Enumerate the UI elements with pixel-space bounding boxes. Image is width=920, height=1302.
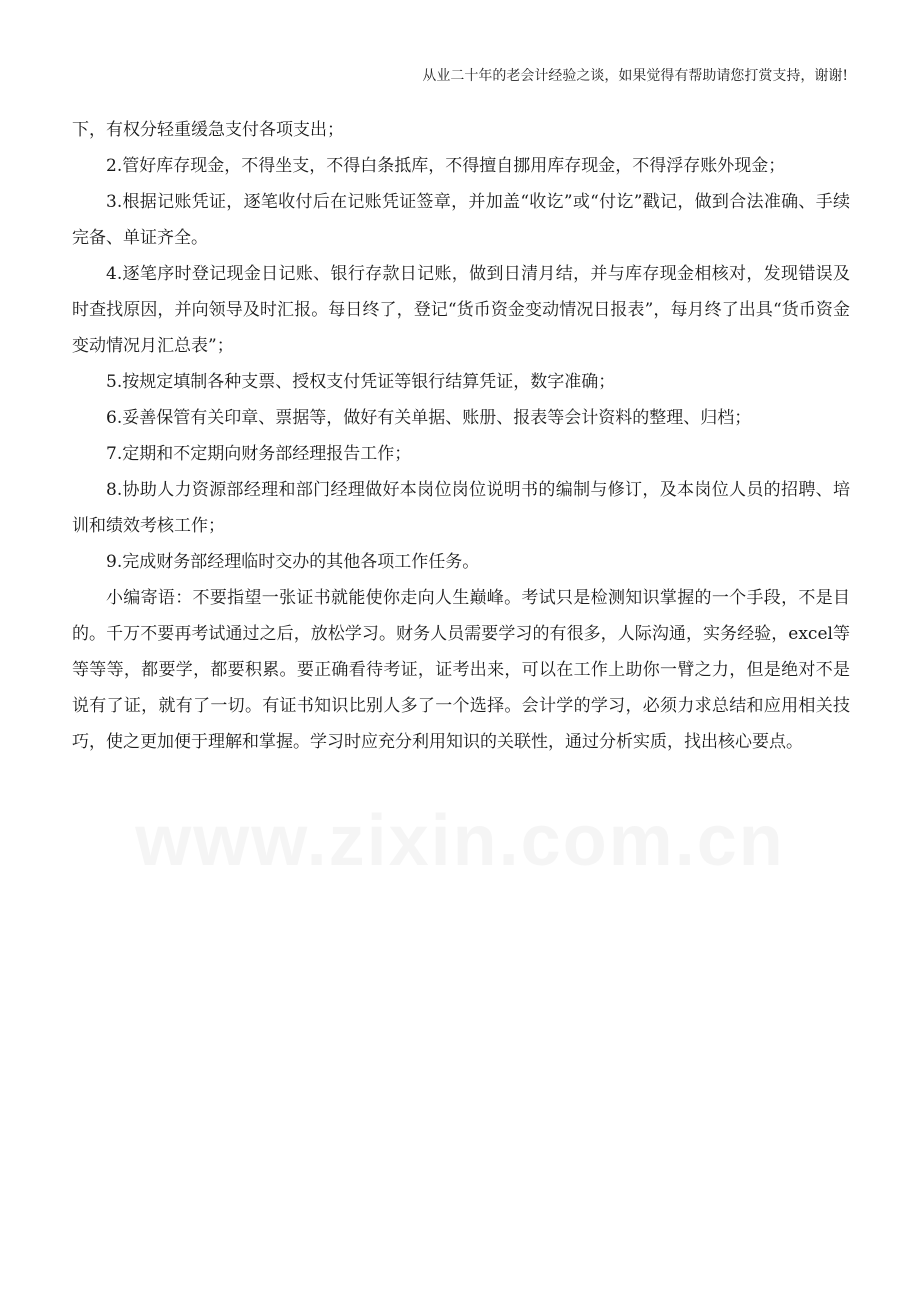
editor-note: 小编寄语：不要指望一张证书就能使你走向人生巅峰。考试只是检测知识掌握的一个手段，不是目的。千万不要再考试通过之后，放松学习。财务人员需要学习的有很多，人际沟通，实务经验，excel等等等等，都要学，都要积累。要正确看待考证，证考出来，可以在工作上助你一臂之力，但是绝对不是说有了证，就有了一切。有证书知识比别人多了一个选择。会计学的学习，必须力求总结和应用相关技巧，使之更加便于理解和掌握。学习时应充分利用知识的关联性，通过分析实质，找出核心要点。 <box>72 588 850 752</box>
paragraph-item-5: 5.按规定填制各种支票、授权支付凭证等银行结算凭证，数字准确； <box>106 372 616 392</box>
paragraph-item-9: 9.完成财务部经理临时交办的其他各项工作任务。 <box>106 552 480 572</box>
document-body <box>72 112 850 760</box>
paragraph-item-4: 4.逐笔序时登记现金日记账、银行存款日记账，做到日清月结，并与库存现金相核对，发现错误及时查找原因，并向领导及时汇报。每日终了，登记“货币资金变动情况日报表”，每月终了出具“货币资金变动情况月汇总表”； <box>72 264 850 356</box>
paragraph-continuation: 下，有权分轻重缓急支付各项支出； <box>72 120 344 140</box>
paragraph-item-3: 3.根据记账凭证，逐笔收付后在记账凭证签章，并加盖“收讫”或“付讫”戳记，做到合法准确、手续完备、单证齐全。 <box>72 192 850 248</box>
paragraph-item-8: 8.协助人力资源部经理和部门经理做好本岗位岗位说明书的编制与修订，及本岗位人员的招聘、培训和绩效考核工作； <box>72 480 850 536</box>
paragraph-item-7: 7.定期和不定期向财务部经理报告工作； <box>106 444 412 464</box>
paragraph-item-6: 6.妥善保管有关印章、票据等，做好有关单据、账册、报表等会计资料的整理、归档； <box>106 408 752 428</box>
page-header: 从业二十年的老会计经验之谈，如果觉得有帮助请您打赏支持，谢谢! <box>422 68 848 84</box>
paragraph-item-2: 2.管好库存现金，不得坐支，不得白条抵库，不得擅自挪用库存现金，不得浮存账外现金； <box>106 156 786 176</box>
site-watermark: www.zixin.com.cn <box>135 801 785 881</box>
